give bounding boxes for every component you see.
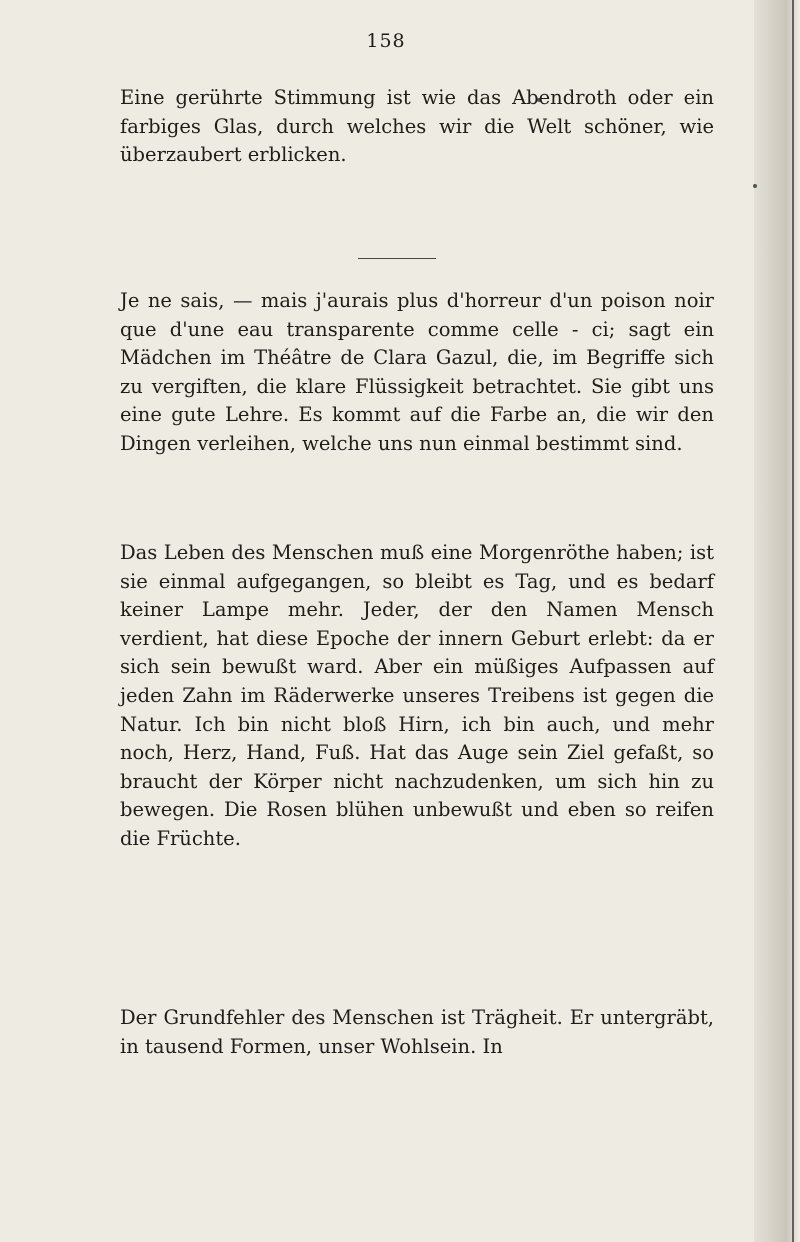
paragraph-1: Eine gerührte Stimmung ist wie das Abendroth oder ein farbiges Glas, durch welches wir die Welt schöner, wie überzaubert erblicken. <box>120 86 714 167</box>
paragraph-3: Das Leben des Menschen muß eine Morgenröthe haben; ist sie einmal aufgegangen, so bleibt es Tag, und es bedarf keiner Lampe mehr. Jeder, der den Namen Mensch verdient, hat diese Epoche der innern Geburt erlebt: da er sich sein bewußt ward. Aber ein müßiges Aufpassen auf jeden Zahn im Räderwerke unseres Treibens ist gegen die Natur. Ich bin nicht bloß Hirn, ich bin auch, und mehr noch, Herz, Hand, Fuß. Hat das Auge sein Ziel gefaßt, so braucht der Körper nicht nachzudenken, um sich hin zu bewegen. Die Rosen blühen unbewußt und eben so reifen die Früchte. <box>120 541 714 850</box>
paragraph-4: Der Grundfehler des Menschen ist Trägheit. Er untergräbt, in tausend Formen, unser Wohlsein. In <box>120 1006 714 1058</box>
binding-edge <box>792 0 794 1242</box>
section-divider <box>358 258 436 259</box>
ink-speck <box>753 184 757 188</box>
paragraph-2: Je ne sais, — mais j'aurais plus d'horreur d'un poison noir que d'une eau transparente comme celle - ci; sagt ein Mädchen im Théâtre de Clara Gazul, die, im Begriffe sich zu vergiften, die klare Flüssigkeit betrachtet. Sie gibt uns eine gute Lehre. Es kommt auf die Farbe an, die wir den Dingen verleihen, welche uns nun einmal bestimmt sind. <box>120 289 714 455</box>
page-number: 158 <box>366 30 406 52</box>
